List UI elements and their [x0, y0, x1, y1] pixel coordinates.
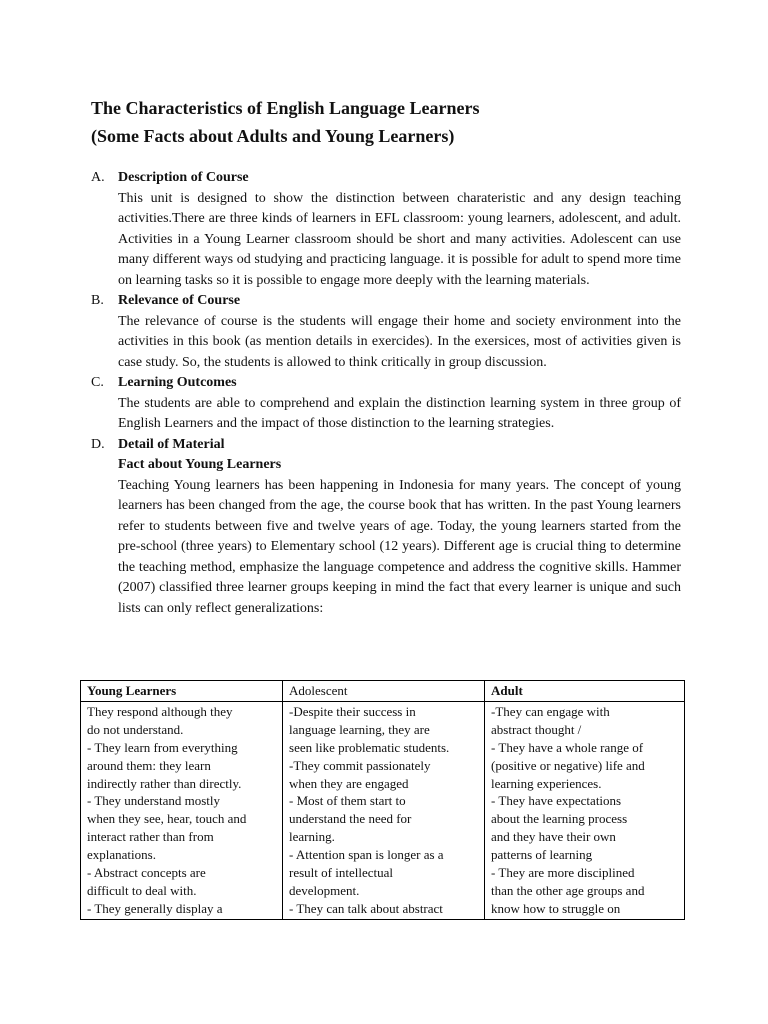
table-cell-line: -They can engage with — [491, 703, 610, 719]
table-cell-line: - Most of them start to — [289, 793, 406, 809]
sections — [91, 168, 681, 619]
table-cell-line: around them: they learn — [87, 757, 211, 773]
table-cell-line: difficult to deal with. — [87, 882, 197, 898]
table-cell-line: interact rather than from — [87, 829, 214, 845]
table-header-young-learners: Young Learners — [81, 681, 283, 702]
section-heading — [91, 435, 681, 456]
section-letter: C. — [91, 375, 104, 390]
table-cell-line: learning. — [289, 829, 335, 845]
table-cell-line: - They can talk about abstract — [289, 900, 443, 916]
section-b — [91, 291, 681, 373]
table-cell-line: indirectly rather than directly. — [87, 775, 242, 791]
section-body: Teaching Young learners has been happening in Indonesia for many years. The concept of young learners has been changed from the age, the course book that has written. In the past Young learners refer to students between five and twelve years of age. Today, the young learners started from the pre-school (three years) to Elementary school (12 years). Different age is crucial thing to determine the teaching method, emphasize the language competence and address the cognitive skills. Hammer (2007) classified three learner groups keeping in mind the fact that every learner is unique and such lists can only reflect generalizations: — [118, 477, 681, 616]
table-header-adult: Adult — [485, 681, 685, 702]
section-title: Relevance of Course — [118, 293, 241, 308]
table-cell-adult — [485, 701, 685, 919]
table-cell-young-learners — [81, 701, 283, 919]
title-line-1: The Characteristics of English Language Learners — [91, 98, 480, 118]
section-heading — [91, 168, 681, 189]
table-cell-line: - They learn from everything — [87, 739, 238, 755]
table-cell-line: do not understand. — [87, 721, 184, 737]
section-d — [91, 435, 681, 620]
table-cell-line: seen like problematic students. — [289, 739, 450, 755]
table-cell-line: - They understand mostly — [87, 793, 220, 809]
table-cell-line: -They commit passionately — [289, 757, 431, 773]
table-cell-line: than the other age groups and — [491, 882, 645, 898]
section-body: The students are able to comprehend and explain the distinction learning system in three group of English Learners and the impact of those distinction to the learning strategies. — [118, 395, 681, 431]
section-body: The relevance of course is the students will engage their home and society environment into the activities in this book (as mention details in exercides). In the exersices, most of activities given is case study. So, the students is allowed to think critically in group discussion. — [118, 313, 681, 370]
table-cell-line: -Despite their success in — [289, 703, 416, 719]
section-c — [91, 373, 681, 435]
table-cell-line: - They have a whole range of — [491, 739, 644, 755]
document-title — [91, 94, 731, 150]
table-row — [81, 701, 685, 919]
table-cell-line: result of intellectual — [289, 865, 393, 881]
table-cell-line: - Attention span is longer as a — [289, 847, 444, 863]
section-title: Detail of Material — [118, 436, 225, 452]
table-cell-line: language learning, they are — [289, 721, 430, 737]
table-cell-line: They respond although they — [87, 703, 233, 719]
table-cell-line: - They are more disciplined — [491, 865, 635, 881]
table-cell-line: - Abstract concepts are — [87, 865, 206, 881]
section-a — [91, 168, 681, 291]
table-cell-line: (positive or negative) life and — [491, 757, 645, 773]
section-heading — [91, 291, 681, 312]
learner-comparison-table — [80, 680, 685, 920]
section-letter: B. — [91, 293, 104, 308]
table-cell-adolescent — [283, 701, 485, 919]
section-body: This unit is designed to show the distinction between charateristic and any design teaching activities.There are three kinds of learners in EFL classroom: young learners, adolescent, and adult. Activities in a Young Learner classroom should be short and many activities. Adolescent can use many different ways od studying and practicing language. it is possible for adult to spend more time on learning tasks so it is possible to engage more deeply with the learning materials. — [118, 190, 681, 288]
table-cell-line: explanations. — [87, 847, 156, 863]
table-cell-line: learning experiences. — [491, 775, 602, 791]
table-cell-line: know how to struggle on — [491, 900, 621, 916]
section-subheading: Fact about Young Learners — [118, 457, 282, 472]
title-line-2: (Some Facts about Adults and Young Learners) — [91, 126, 455, 146]
section-heading — [91, 373, 681, 394]
section-letter: D. — [91, 436, 105, 452]
section-title: Learning Outcomes — [118, 375, 237, 390]
section-title: Description of Course — [118, 170, 249, 185]
table-cell-line: development. — [289, 882, 360, 898]
table-header-row — [81, 681, 685, 702]
table-cell-line: abstract thought / — [491, 721, 582, 737]
section-letter: A. — [91, 170, 105, 185]
table-cell-line: and they have their own — [491, 829, 616, 845]
table-header-adolescent: Adolescent — [283, 681, 485, 702]
table-cell-line: - They have expectations — [491, 793, 622, 809]
table-cell-line: - They generally display a — [87, 900, 223, 916]
table-cell-line: about the learning process — [491, 811, 628, 827]
table-cell-line: when they are engaged — [289, 775, 409, 791]
table-cell-line: when they see, hear, touch and — [87, 811, 247, 827]
table-cell-line: understand the need for — [289, 811, 412, 827]
table-cell-line: patterns of learning — [491, 847, 593, 863]
